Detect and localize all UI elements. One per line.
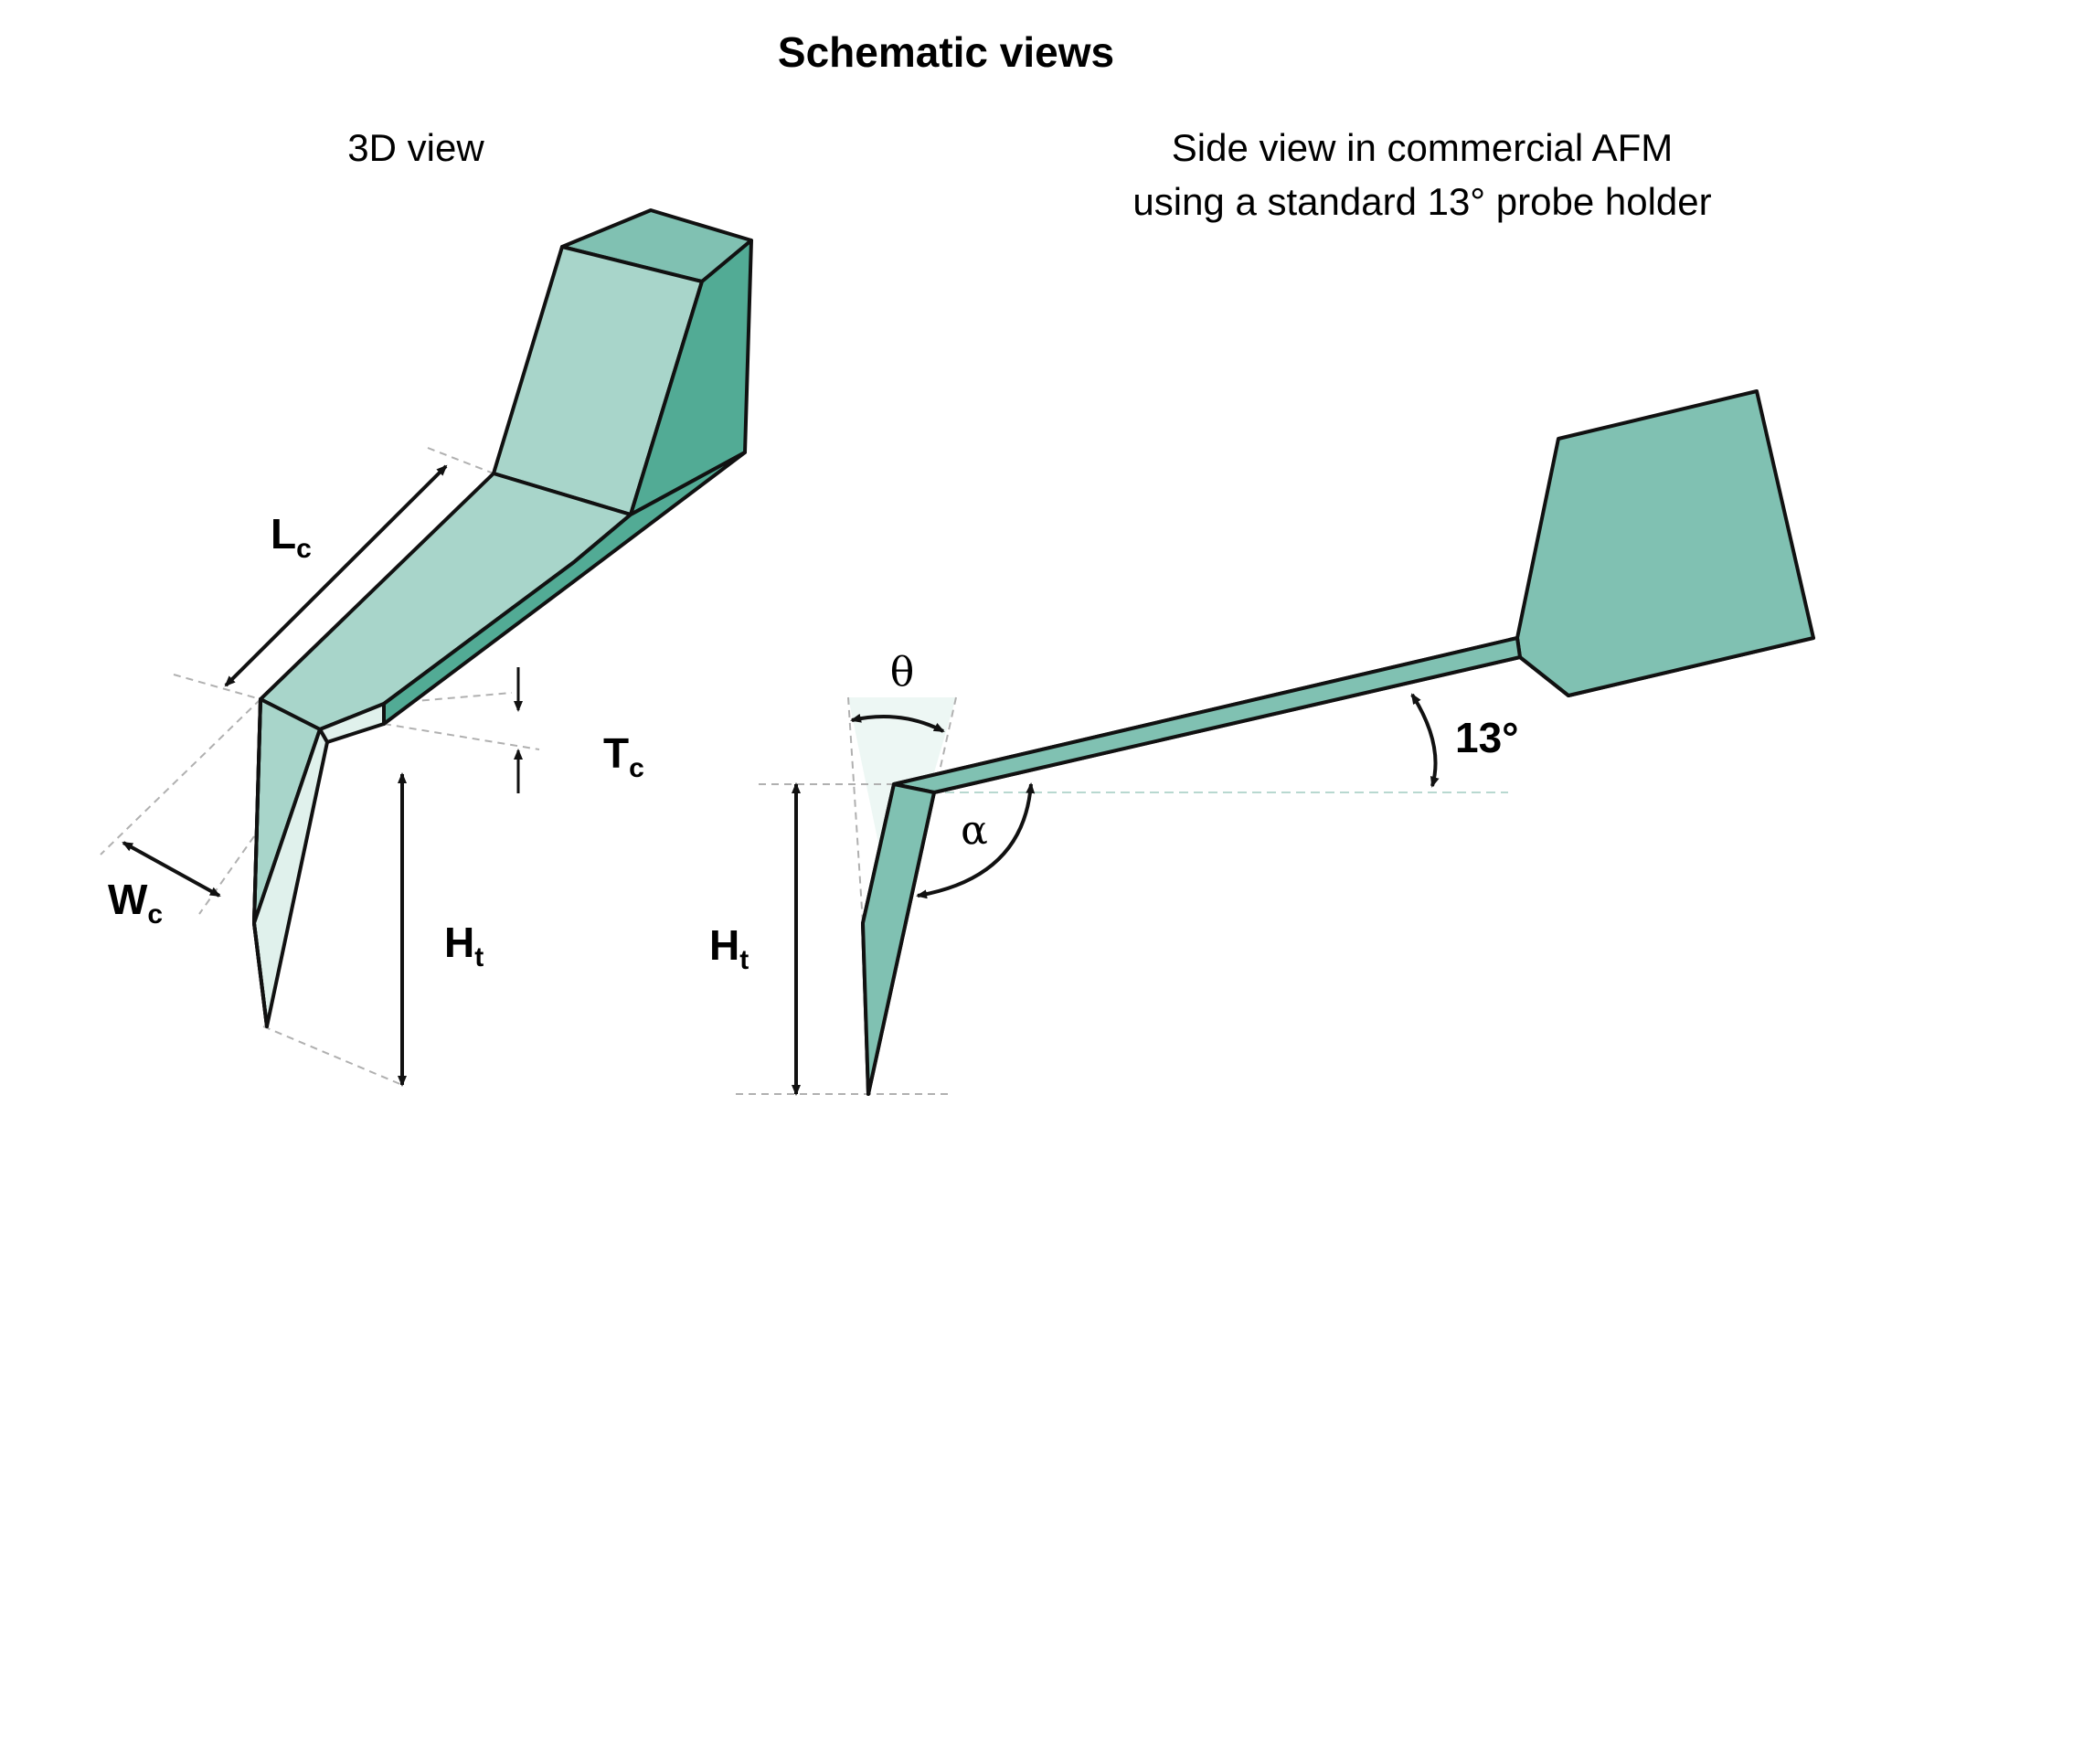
cantilever-3d xyxy=(101,210,751,1085)
view-heading-side-line1: Side view in commercial AFM xyxy=(1171,126,1674,169)
cantilever-side-view xyxy=(709,391,1813,1094)
tip-height-label-side: $H_t$ xyxy=(709,921,749,975)
tip-height-label-3d: $H_t$ xyxy=(444,919,484,972)
holder-angle-arc xyxy=(1412,695,1436,786)
figure-title: Schematic views xyxy=(777,28,1115,76)
thickness-label: $T_c$ xyxy=(603,729,644,783)
width-label: $W_c$ xyxy=(108,876,164,930)
theta-label: θ xyxy=(889,649,915,696)
view-heading-side-line2: using a standard 13° probe holder xyxy=(1132,180,1712,223)
holder-angle-label: 13° xyxy=(1455,714,1519,761)
view-heading-3d: 3D view xyxy=(347,126,484,169)
alpha-label: α xyxy=(961,807,988,854)
cantilever-top-face xyxy=(260,473,631,729)
length-label: $L_c$ xyxy=(271,510,312,564)
